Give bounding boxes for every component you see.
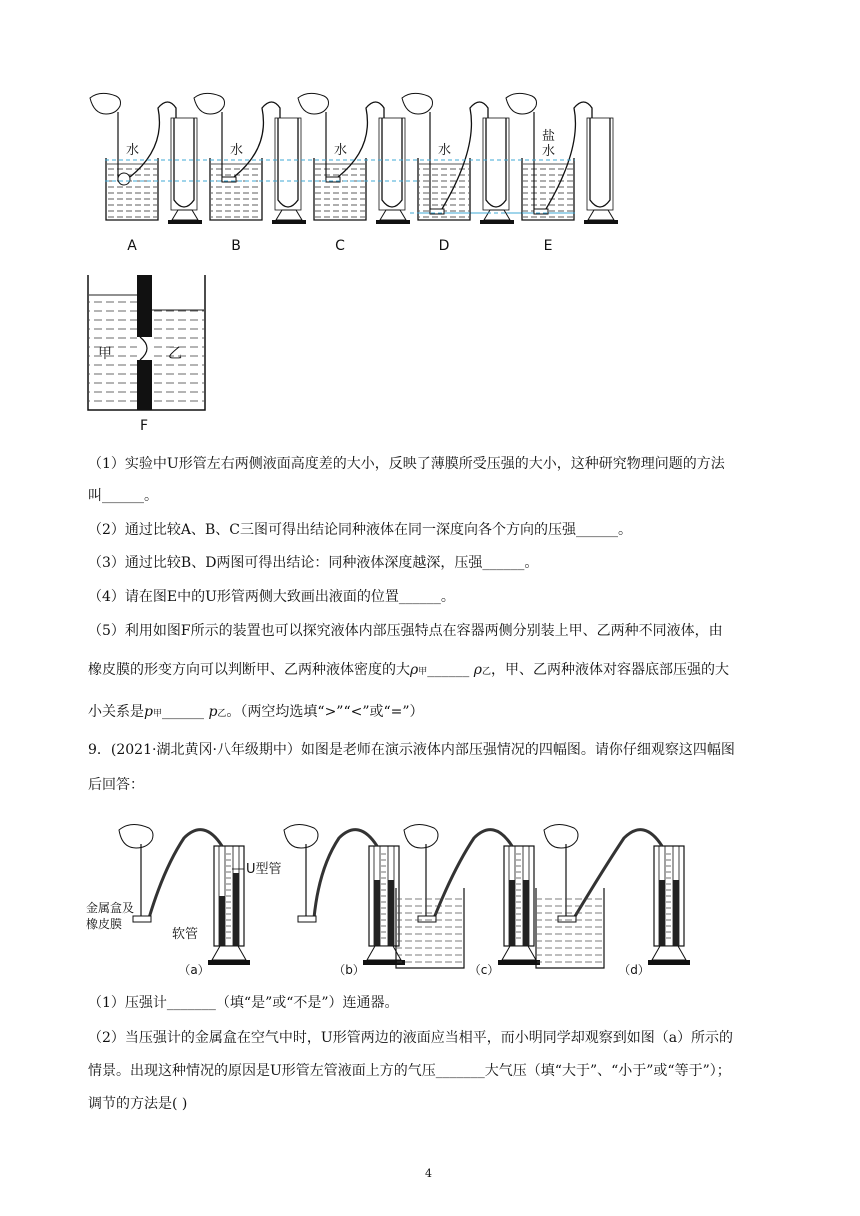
q8-5: （5）利用如图F所示的装置也可以探究液体内部压强特点在容器两侧分别装上甲、乙两种不同液体，由	[88, 623, 723, 639]
subscript-yi-2: 乙	[217, 709, 227, 719]
liquid-label-d: 水	[438, 143, 452, 158]
subscript-jia-2: 甲	[152, 709, 162, 719]
figure-f-container	[80, 270, 220, 440]
liquid-label-c: 水	[334, 143, 348, 158]
q8-5-tail: ，甲、乙两种液体对容器底部压强的大	[490, 662, 729, 678]
q9-2c: 调节的方法是( )	[88, 1096, 188, 1112]
subscript-yi: 乙	[481, 667, 491, 677]
q8-2: （2）通过比较A、B、C三图可得出结论同种液体在同一深度向各个方向的压强______。	[88, 522, 633, 538]
unit-d	[402, 93, 514, 254]
figure-f-left-label: 甲	[98, 346, 112, 362]
liquid-label-b: 水	[230, 143, 244, 158]
rho-symbol: ρ	[410, 662, 419, 678]
blank-p[interactable]: ______	[161, 704, 204, 720]
figure-label-c: C	[335, 238, 345, 254]
q8-3: （3）通过比较B、D两图可得出结论：同种液体深度越深，压强______。	[88, 555, 539, 571]
figure-label-b: B	[231, 238, 241, 254]
q9-head2: 后回答：	[88, 777, 144, 793]
figure-f-label: F	[140, 418, 149, 434]
gauge-label-2: （b）	[333, 963, 365, 977]
figure-f-right-label: 乙	[168, 346, 182, 362]
figure-label-e: E	[543, 238, 553, 254]
gauge-label-3: （c）	[468, 963, 500, 977]
gauge-unit-1	[119, 824, 250, 977]
gauge-unit-2	[284, 824, 405, 977]
q9-2: （2）当压强计的金属盒在空气中时，U形管两边的液面应当相平，而小明同学却观察到如图（a）所示的	[88, 1030, 734, 1046]
figure-label-a: A	[127, 238, 137, 254]
q8-4: （4）请在图E中的U形管两侧大致画出液面的位置______。	[88, 589, 455, 605]
gauge-unit-3	[396, 824, 540, 977]
q9-head: 9．(2021·湖北黄冈·八年级期中）如图是老师在演示液体内部压强情况的四幅图。请你仔细观察这四幅图	[88, 742, 735, 758]
p-symbol-2: p	[208, 704, 218, 720]
unit-c	[298, 93, 410, 254]
figure-label-d: D	[438, 238, 450, 254]
q9-1: （1）压强计_______（填“是”或“不是”）连通器。	[88, 995, 399, 1011]
annot-hose: 软管	[172, 927, 199, 942]
q8-1b: 叫______。	[88, 488, 158, 504]
q8-1: （1）实验中U形管左右两侧液面高度差的大小，反映了薄膜所受压强的大小，这种研究物理问题的方法	[88, 456, 725, 472]
p-symbol: p	[144, 704, 153, 720]
blank-rho[interactable]: ______	[427, 662, 470, 678]
rho-symbol-2: ρ	[473, 662, 482, 678]
unit-b	[194, 93, 306, 254]
q9-2b: 情景。出现这种情况的原因是U形管左管液面上方的气压_______大气压（填“大于”、“小于”或“等于”）；	[88, 1063, 731, 1079]
q8-5-line3-start: 小关系是	[88, 704, 144, 720]
unit-e	[506, 93, 618, 254]
figure-9-pressure-gauges	[84, 818, 704, 986]
gauge-label-1: （a）	[178, 963, 210, 977]
liquid-label-e: 盐水	[542, 129, 556, 159]
gauge-label-4: （d）	[618, 963, 650, 977]
gauge-unit-4	[536, 824, 690, 977]
unit-a	[90, 93, 202, 254]
annot-box-2: 橡皮膜	[86, 917, 123, 931]
page-number: 4	[425, 1167, 432, 1180]
q8-5-line2	[88, 660, 729, 682]
subscript-jia: 甲	[418, 667, 428, 677]
liquid-label-a: 水	[126, 143, 140, 158]
q8-5-line3-end: 。（两空均选填“>”“<”或“=”）	[226, 704, 424, 720]
annot-u-tube: U型管	[246, 862, 282, 877]
annot-box-1: 金属盒及	[86, 901, 135, 915]
q8-5-line3	[88, 702, 424, 724]
figure-units	[80, 88, 620, 258]
q8-5b: 橡皮膜的形变方向可以判断甲、乙两种液体密度的大	[88, 662, 410, 678]
